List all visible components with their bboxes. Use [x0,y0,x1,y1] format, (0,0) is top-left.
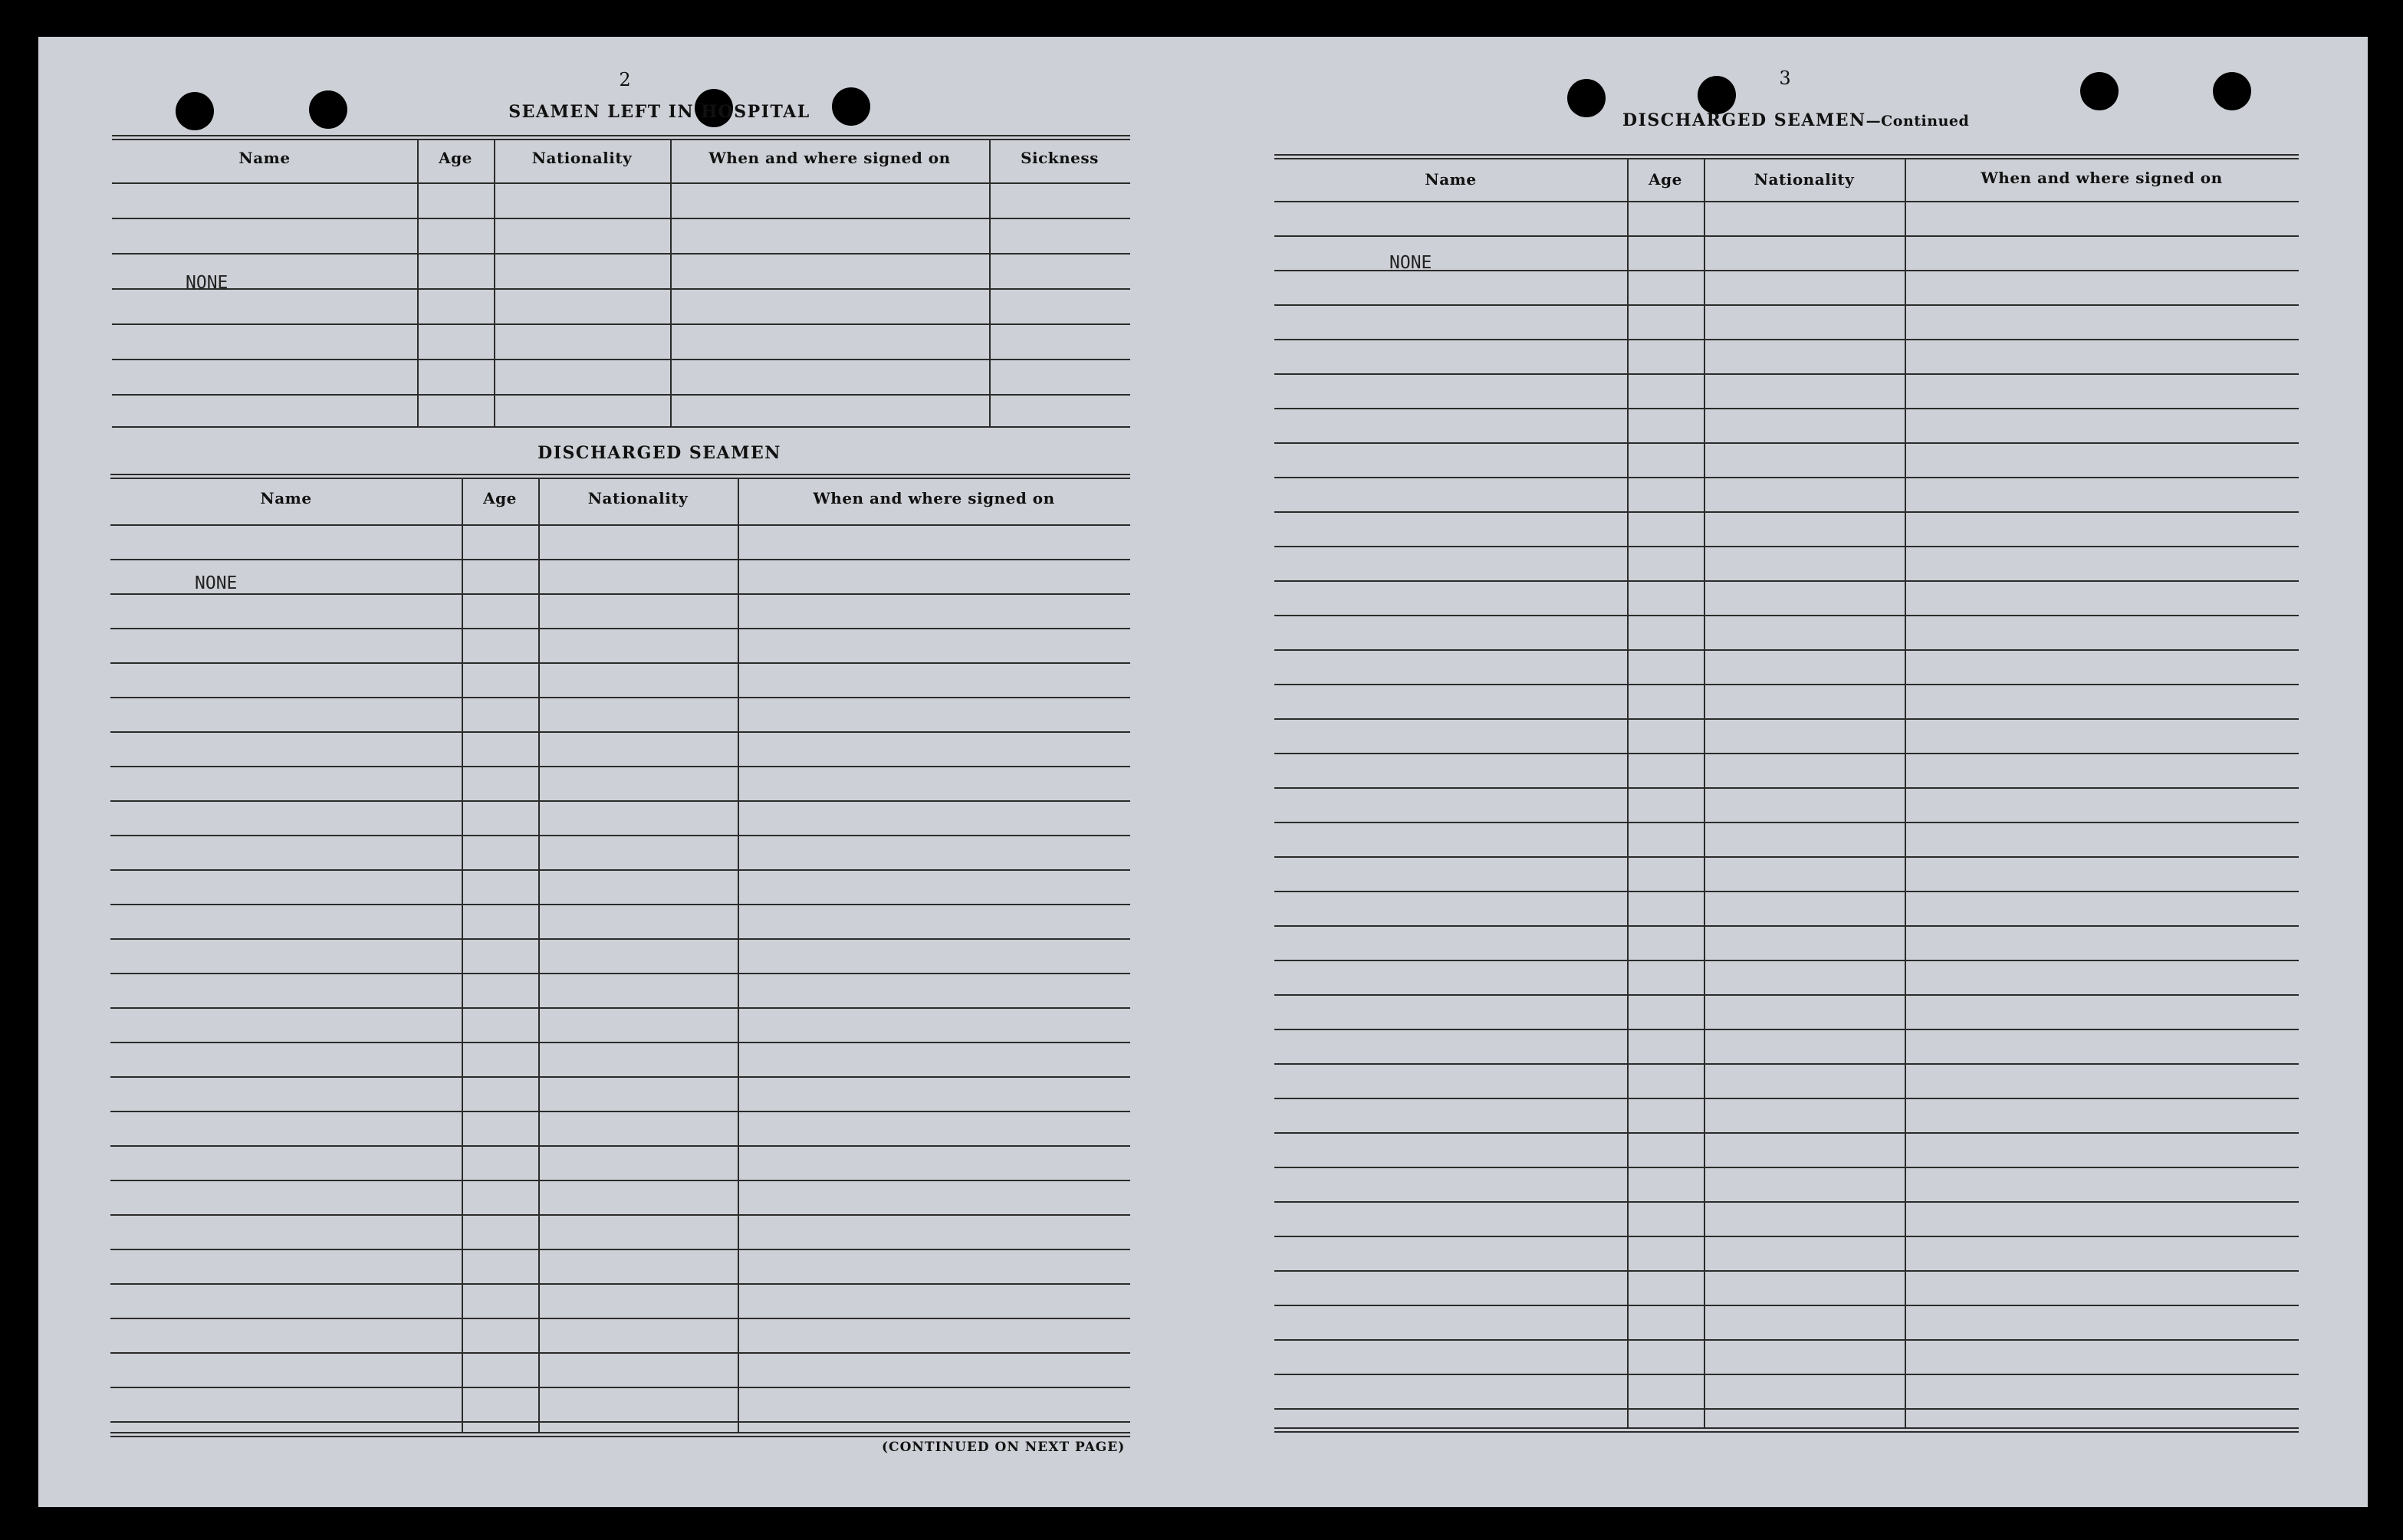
right-section-title [1622,110,1969,130]
discharged-col-nationality: Nationality [587,489,689,507]
punch-hole [309,90,347,129]
continued-footer: (CONTINUED ON NEXT PAGE) [882,1440,1126,1455]
discharged-section-title: DISCHARGED SEAMEN [537,443,781,463]
page-number-left: 2 [619,69,631,90]
discharged-col-age: Age [483,489,517,507]
right-title-suffix: —Continued [1866,113,1970,130]
right-col-signed-on: When and where signed on [1981,169,2223,187]
hospital-col-name: Name [238,149,291,167]
punch-hole [1567,79,1606,117]
page-number-right: 3 [1779,67,1791,89]
hospital-col-signed-on: When and where signed on [708,149,951,167]
hospital-col-nationality: Nationality [531,149,633,167]
hospital-section-title: SEAMEN LEFT IN HOSPITAL [508,102,810,122]
discharged-col-name: Name [260,489,312,507]
hospital-entry: NONE [186,273,228,293]
punch-hole [2213,72,2251,110]
ledger-sheet [38,37,2368,1507]
punch-hole [2080,72,2119,110]
discharged-col-signed-on: When and where signed on [813,489,1055,507]
right-col-age: Age [1649,170,1682,189]
discharged-entry-right: NONE [1389,253,1432,273]
discharged-entry-left: NONE [195,573,238,593]
right-col-nationality: Nationality [1754,170,1855,189]
right-col-name: Name [1425,170,1477,189]
hospital-col-age: Age [439,149,472,167]
punch-hole [1698,76,1736,114]
punch-hole [176,92,214,130]
hospital-col-sickness: Sickness [1021,149,1099,167]
punch-hole [832,87,870,126]
right-title-main: DISCHARGED SEAMEN [1622,110,1866,130]
